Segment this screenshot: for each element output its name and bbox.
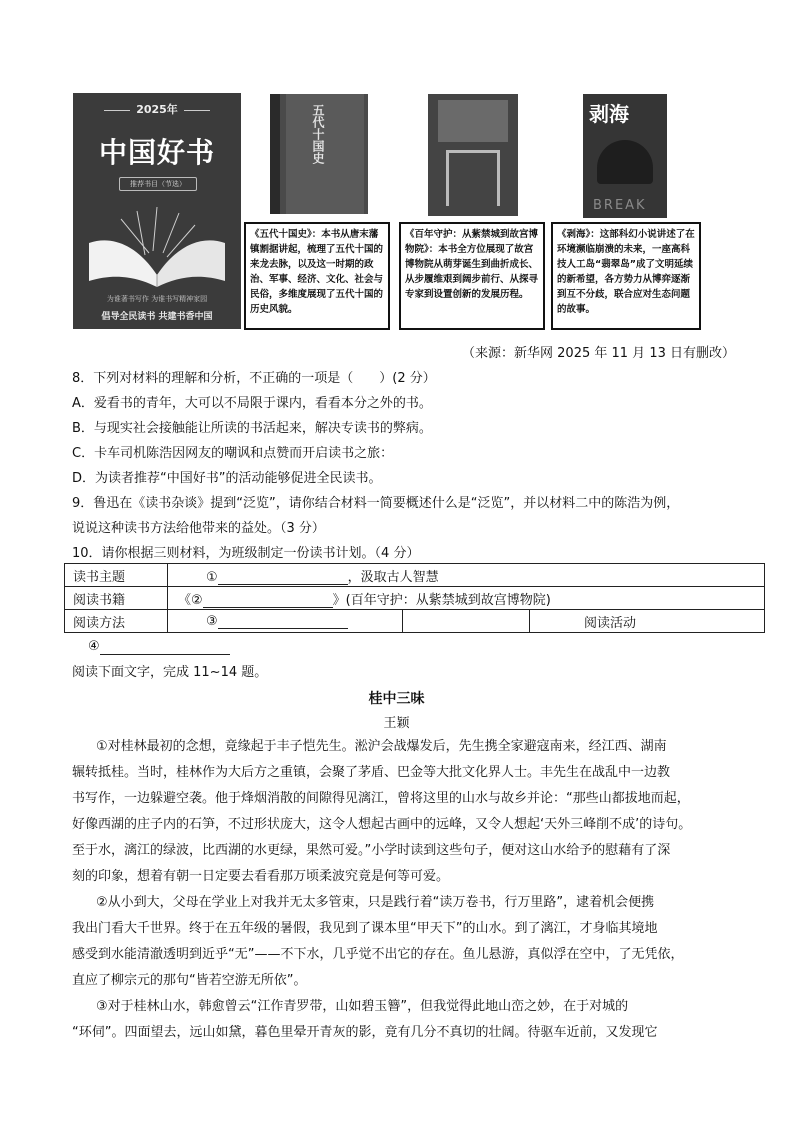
table-row [65,610,765,633]
table-cell-label: 读书主题 [65,564,168,587]
books-prefix: 《② [178,592,203,608]
table-cell-label: 阅读书籍 [65,587,168,610]
table-row [65,564,765,587]
cover-title: 中国好书 [98,136,215,169]
table-cell-activity-label: 阅读活动 [530,610,765,633]
q8-option-d: D．为读者推荐“中国好书”的活动能够促进全民读书。 [72,471,382,486]
text-line: “环伺”。四面望去，远山如黛，暮色里晕开青灰的影，竟有几分不真切的壮阔。待驱车近前，又发现它 [72,1025,658,1040]
passage-title: 桂中三味 [368,691,425,707]
text-line: 至于水，漓江的绿波，比西湖的水更绿，果然可爱。”小学时读到这些句子，便对这山水给予的慰藉有了深 [72,843,671,858]
table-cell-method [168,610,403,633]
cover-year: 2025年 [73,101,241,117]
fill-blank-4[interactable] [100,640,230,655]
cover-slogan-small: 为谁著书写作 为谁书写精神家园 [106,295,208,303]
fill-blank-1[interactable] [218,570,348,585]
blank-4 [88,638,230,655]
cover-slogan: 倡导全民读书 共建书香中国 [101,312,213,322]
reading-plan-table [64,563,765,633]
passage-author: 王颖 [383,716,410,731]
table-cell-empty [403,610,530,633]
reading-instruction: 阅读下面文字，完成 11~14 题。 [72,665,268,680]
paragraph-2 [72,890,736,994]
island-icon [597,140,653,184]
book-spine [270,94,280,214]
text-line: ②从小到大，父母在学业上对我并无太多管束，只是践行着“读万卷书，行万里路”，逮着机会便携 [96,895,655,910]
caption-palace: 《百年守护：从紫禁城到故宫博物院》：本书全方位展现了故宫博物院从萌芽诞生到曲折成长、从步履维艰到阔步前行、从探寻专家到设置创新的发展历程。 [399,222,545,330]
text-line: ③对于桂林山水，韩愈曾云“江作青罗带，山如碧玉簪”，但我觉得此地山峦之妙，在于对城的 [96,999,629,1014]
table-cell-theme [168,564,765,587]
q9-line1: 9．鲁迅在《读书杂谈》提到“泛览”，请你结合材料一简要概述什么是“泛览”，并以材料二中的陈浩为例， [72,496,680,511]
q9-line2: 说说这种读书方法给他带来的益处。（3 分） [72,521,325,536]
blank-marker: ① [206,569,218,585]
caption-boiling-sea: 《剥海》：这部科幻小说讲述了在环境濒临崩溃的未来，一座高科技人工岛“翡翠岛”成了文明延续的新希望，各方势力从博弈逐渐到互不分歧，联合应对生态问题的故事。 [551,222,701,330]
cover-title: 剥海 [589,102,629,126]
q8-option-b: B．与现实社会接触能让所读的书活起来，解决专读书的弊病。 [72,421,432,436]
open-book-icon [87,205,227,291]
book-cover-china-good-books [73,93,241,329]
table-cell-label: 阅读方法 [65,610,168,633]
text-line: 刻的印象，想着有朝一日定要去看看那万顷柔波究竟是何等可爱。 [72,869,450,884]
chair-icon [446,150,500,206]
book-cover-palace [428,94,518,216]
source-note: （来源：新华网 2025 年 11 月 13 日有删改） [462,346,735,361]
book-cover-boiling-sea [583,94,667,218]
q8-option-a: A．爱看书的青年，大可以不局限于课内，看看本分之外的书。 [72,396,432,411]
blank-marker: ④ [88,639,100,654]
table-cell-books [168,587,765,610]
text-line: 感受到水能清澈透明到近乎“无”——不下水，几乎觉不出它的存在。鱼儿悬游，真似浮在空中，了无凭依， [72,947,684,962]
cover-subtitle: 推荐书目（节选） [119,177,197,191]
theme-suffix: ，汲取古人智慧 [347,569,439,585]
q8-stem: 8．下列对材料的理解和分析，不正确的一项是（ ）(2 分） [72,371,436,386]
paragraph-1 [72,734,736,890]
text-line: 好像西湖的庄子内的石笋，不过形状庞大，这令人想起古画中的远峰，又令人想起‘天外三峰削不成’的诗句。 [72,817,692,832]
text-line: 辗转抵桂。当时，桂林作为大后方之重镇，会聚了茅盾、巴金等大批文化界人士。丰先生在战乱中一边教 [72,765,671,780]
cover-subtitle: BREAK [593,198,647,213]
paragraph-3 [72,994,736,1046]
q10-stem: 10．请你根据三则材料，为班级制定一份读书计划。（4 分） [72,546,420,561]
cover-image [438,100,508,142]
text-line: 我出门看大千世界。终于在五年级的暑假，我见到了课本里“甲天下”的山水。到了漓江，才身临其境地 [72,921,658,936]
q8-option-c: C．卡车司机陈浩因网友的嘲讽和点赞而开启读书之旅： [72,446,394,461]
table-row [65,587,765,610]
fill-blank-3[interactable] [218,614,348,629]
caption-wudai: 《五代十国史》：本书从唐末藩镇割据讲起，梳理了五代十国的来龙去脉，以及这一时期的政治、军事、经济、文化、社会与民俗，多维度展现了五代十国的历史风貌。 [244,222,390,330]
text-line: 直应了柳宗元的那句“皆若空游无所依”。 [72,973,307,988]
fill-blank-2[interactable] [203,593,333,608]
text-line: ①对桂林最初的念想，竟缘起于丰子恺先生。淞沪会战爆发后，先生携全家避寇南来，经江西、湖南 [96,739,667,754]
text-line: 书写作，一边躲避空袭。他于烽烟消散的间隙得见漓江，曾将这里的山水与故乡并论：“那些山都拔地而起， [72,791,690,806]
cover-title: 五代十国史 [311,104,325,164]
blank-marker: ③ [206,613,218,629]
book-cover-wudai [270,94,368,214]
books-suffix: 》(百年守护：从紫禁城到故宫博物院) [332,592,551,608]
